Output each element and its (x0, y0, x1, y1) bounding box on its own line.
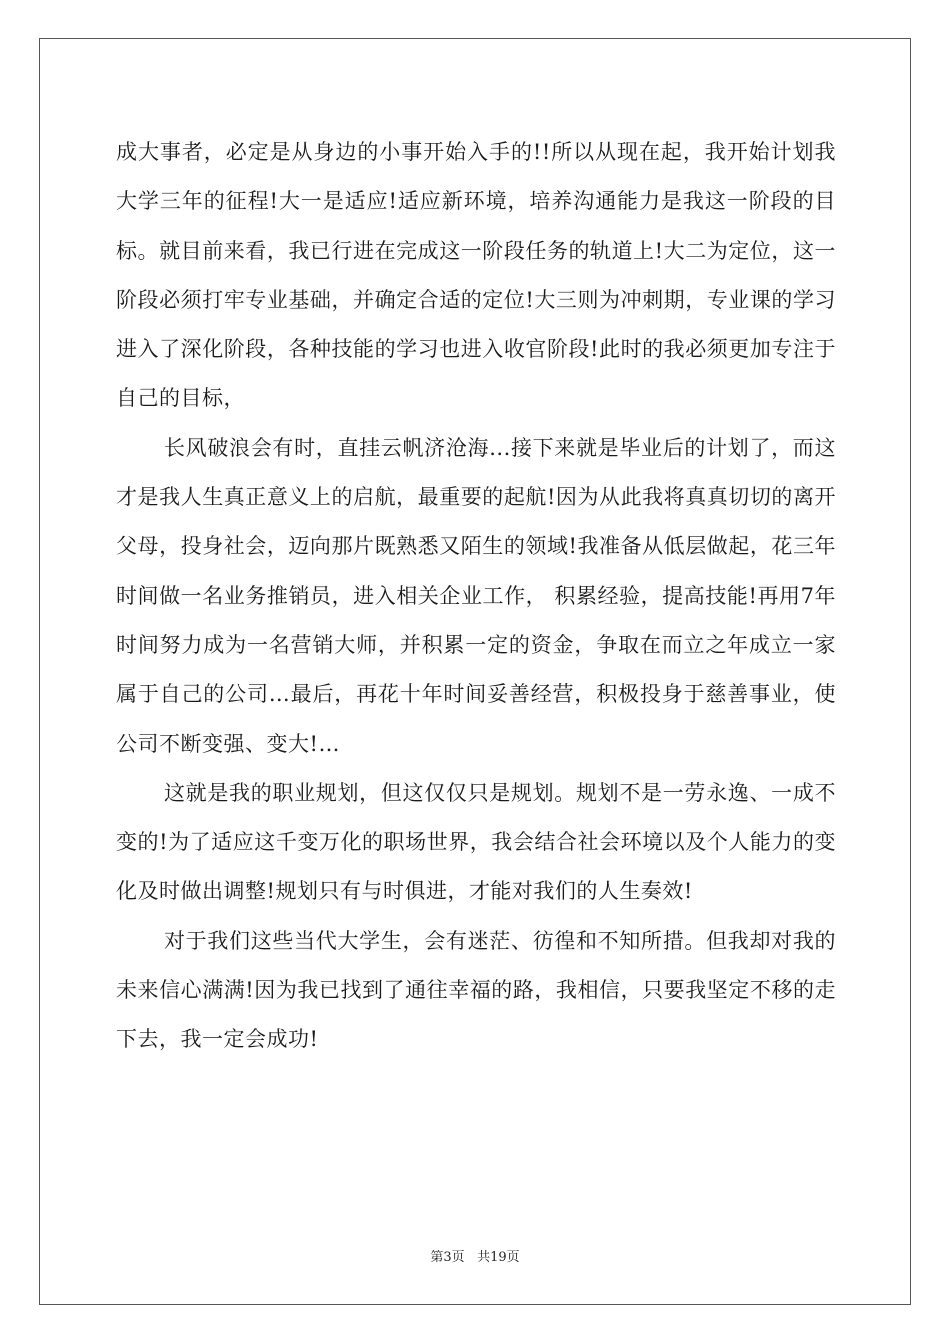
footer-spacer (465, 1250, 477, 1265)
document-body (116, 128, 836, 1065)
paragraph-1: 成大事者，必定是从身边的小事开始入手的!!所以从现在起，我开始计划我大学三年的征程!大一是适应!适应新环境，培养沟通能力是我这一阶段的目标。就目前来看，我已行进在完成这一阶段任务的轨道上!大二为定位，这一阶段必须打牢专业基础，并确定合适的定位!大三则为冲刺期，专业课的学习进入了深化阶段，各种技能的学习也进入收官阶段!此时的我必须更加专注于自己的目标， (116, 140, 836, 411)
paragraph-3: 这就是我的职业规划，但这仅仅只是规划。规划不是一劳永逸、一成不变的!为了适应这千变万化的职场世界，我会结合社会环境以及个人能力的变化及时做出调整!规划只有与时俱进，才能对我们的人生奏效! (116, 780, 836, 904)
paragraph-2: 长风破浪会有时，直挂云帆济沧海...接下来就是毕业后的计划了，而这才是我人生真正意义上的启航，最重要的起航!因为从此我将真真切切的离开父母，投身社会，迈向那片既熟悉又陌生的领域!我准备从低层做起，花三年时间做一名业务推销员，进入相关企业工作， 积累经验，提高技能!再用7年时间努力成为一名营销大师，并积累一定的资金，争取在而立之年成立一家属于自己的公司…最后，再花十年时间妥善经营，积极投身于慈善事业，使公司不断变强、变大!… (116, 435, 836, 756)
page-number: 第3页 (430, 1250, 465, 1265)
paragraph-4: 对于我们这些当代大学生，会有迷茫、彷徨和不知所措。但我却对我的未来信心满满!因为我已找到了通往幸福的路，我相信，只要我坚定不移的走下去，我一定会成功! (116, 928, 836, 1052)
page-footer (0, 1248, 950, 1268)
page-total: 共19页 (477, 1250, 520, 1265)
